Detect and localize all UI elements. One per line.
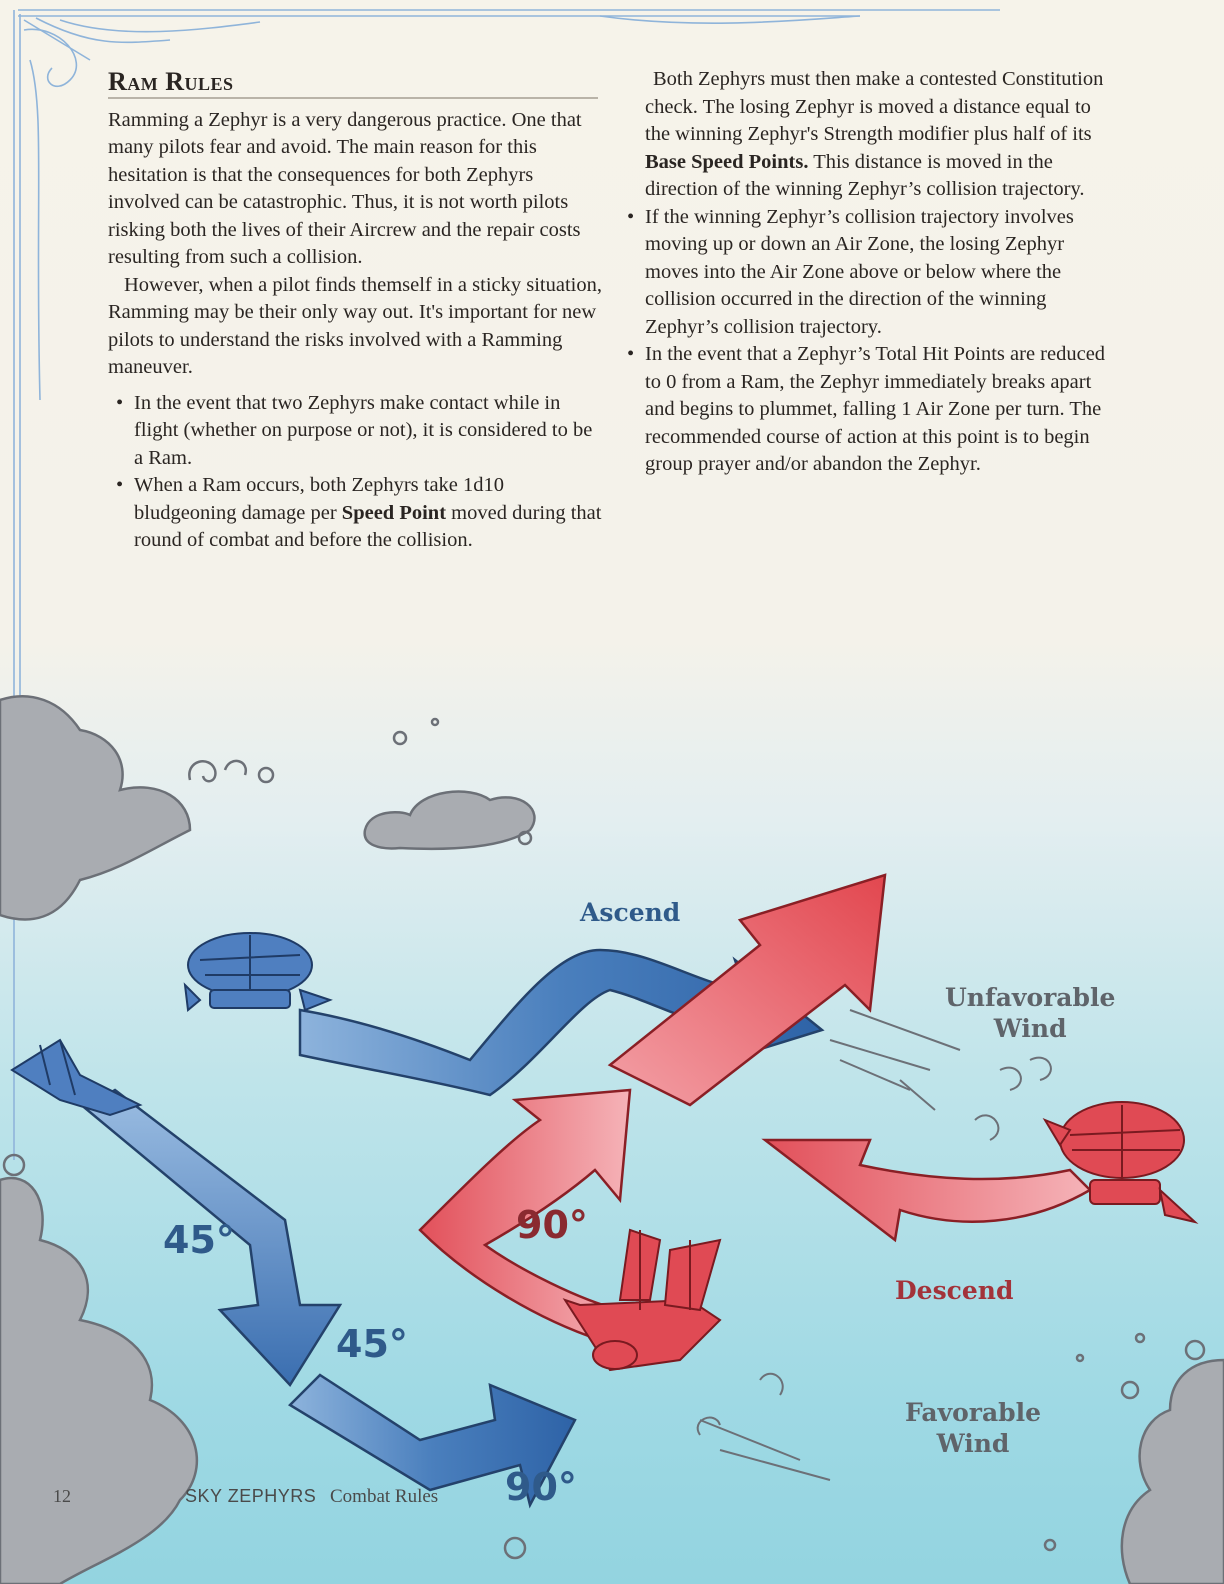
section-heading: [108, 68, 598, 99]
contest-post: This distance is moved in the direction of the winning Zephyr’s collision trajectory.: [645, 150, 1085, 200]
bullet-hit-points: • In the event that a Zephyr’s Total Hit Points are reduced to 0 from a Ram, the Zephyr immediately breaks apart and begins to plummet, falling 1 Air Zone per turn. The recommended course of action at this point is to begin group prayer and/or abandon the Zephyr.: [645, 341, 1115, 479]
contest-paragraph: [645, 66, 1115, 204]
bullet-damage-post: moved during that round of combat and before the collision.: [134, 501, 602, 551]
blue-sailship: [12, 1040, 140, 1115]
unfavorable-wind-label: [945, 982, 1115, 1044]
right-bullet-list: [645, 204, 1115, 479]
section-name: Combat Rules: [330, 1486, 439, 1507]
contest-pre: Both Zephyrs must then make a contested Constitution check. The losing Zephyr is moved a distance equal to the winning Zephyr's Strength modifier plus half of its: [645, 68, 1104, 145]
angle-label-90-red: 90°: [516, 1203, 588, 1247]
speed-point-term: Speed Point: [341, 501, 447, 524]
base-speed-term: Base Speed Points.: [645, 150, 809, 173]
bullet-damage-pre: When a Ram occurs, both Zephyrs take 1d10 bludgeoning damage per: [134, 474, 505, 524]
situation-paragraph: However, when a pilot finds themself in a sticky situation, Ramming may be their only way out. It's important for new pilots to understand the risks involved with a Ramming maneuver.: [108, 273, 602, 378]
left-column: [108, 68, 603, 555]
left-bullet-list: [108, 390, 603, 555]
right-column: [645, 66, 1115, 479]
favorable-line-2: Wind: [936, 1429, 1010, 1458]
heading-text: Ram Rules: [108, 67, 234, 96]
blue-airship: [185, 933, 330, 1010]
angle-label-45-second: 45°: [336, 1322, 408, 1366]
red-descend-arrow: [765, 1140, 1090, 1240]
book-title: SKY ZEPHYRS: [185, 1486, 317, 1506]
bullet-damage: [108, 472, 603, 555]
bullet-contact: • In the event that two Zephyrs make contact while in flight (whether on purpose or not), it is considered to be a Ram.: [108, 390, 603, 473]
bullet-air-zone: • If the winning Zephyr’s collision trajectory involves moving up or down an Air Zone, the losing Zephyr moves into the Air Zone above or below where the collision occurred in the direction of the winning Zephyr’s collision trajectory.: [645, 204, 1115, 342]
favorable-line-1: Favorable: [905, 1398, 1042, 1427]
angle-label-45-first: 45°: [163, 1218, 235, 1262]
unfavorable-line-2: Wind: [993, 1014, 1067, 1043]
angle-label-90-blue: 90°: [505, 1465, 577, 1509]
favorable-wind-label: [905, 1397, 1041, 1459]
unfavorable-line-1: Unfavorable: [945, 983, 1116, 1012]
descend-label: Descend: [895, 1276, 1014, 1305]
intro-paragraph: Ramming a Zephyr is a very dangerous practice. One that many pilots fear and avoid. The main reason for this hesitation is that the consequences for both Zephyrs involved can be catastrophic. Thus, it is not worth pilots risking both the lives of their Aircrew and the repair costs resulting from such a collision.: [108, 108, 582, 268]
page-number: 12: [53, 1486, 71, 1506]
ascend-label: Ascend: [580, 898, 681, 927]
red-airship: [1045, 1102, 1195, 1222]
